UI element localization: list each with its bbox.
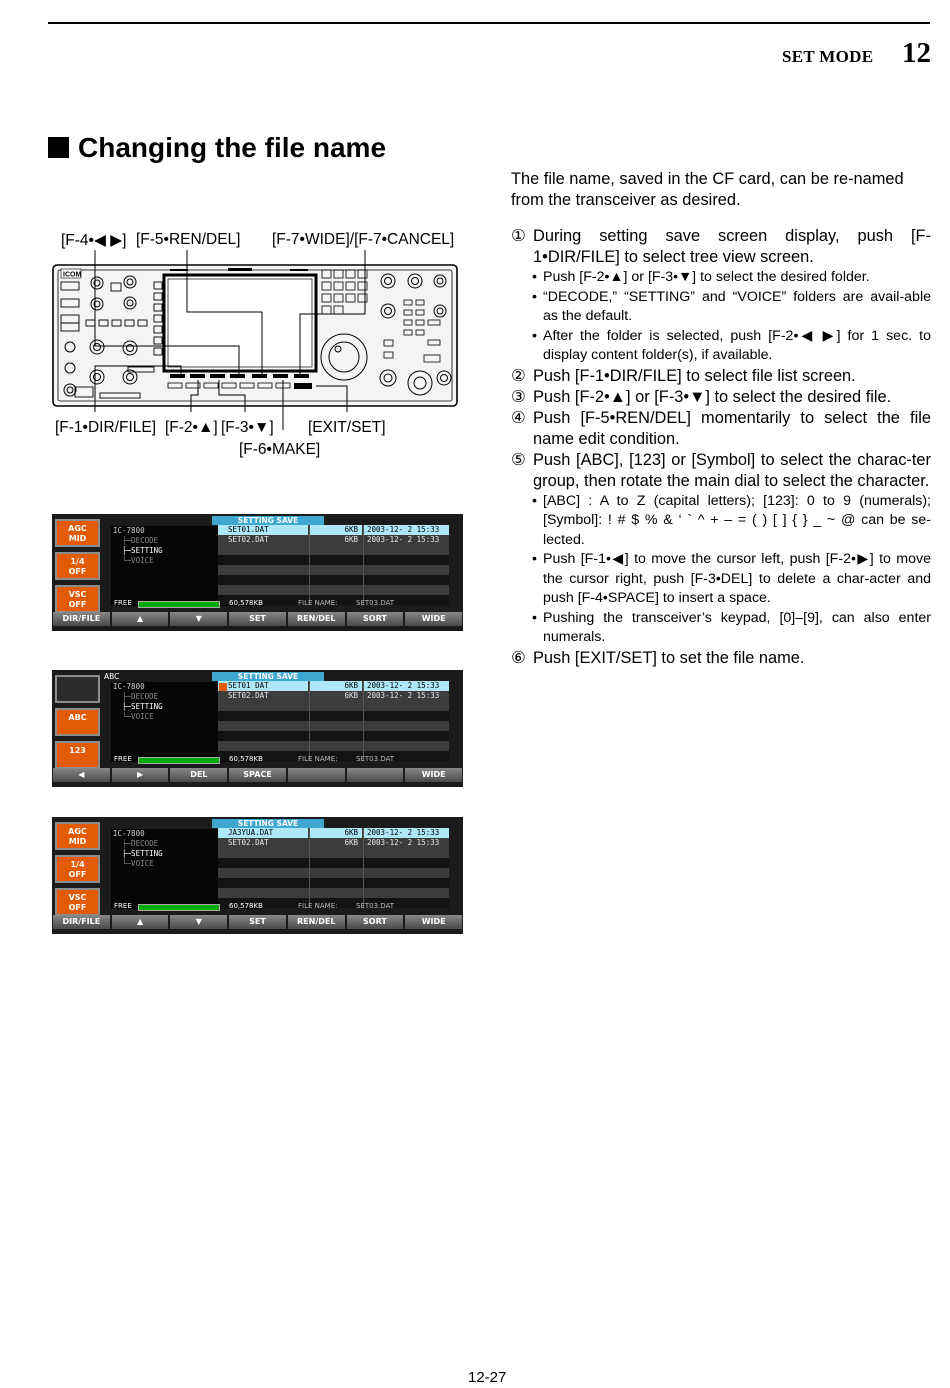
label-f4: [F-4•◀ ▶] <box>61 232 127 249</box>
step-1 <box>511 226 931 268</box>
cursor-icon <box>219 683 227 691</box>
bullet-dot-icon: • <box>532 288 537 305</box>
side-button-label: 1/4 <box>70 557 85 566</box>
chapter-number: 12 <box>902 37 931 69</box>
intro-paragraph: The file name, saved in the CF card, can be re-named from the transceiver as desired. <box>511 170 904 209</box>
file-row[interactable] <box>218 878 449 888</box>
function-key-3[interactable]: DEL <box>170 768 227 782</box>
bullet-text: [ABC] : A to Z (capital letters); [123]: 0 to 9 (numerals); [Symbol]: ! # $ % & ‘ ` ^ + – = ( ) [ ] { } _ ~ @ can be se-lected. <box>543 492 931 548</box>
file-date-cell: 2003-12- 2 15:33 <box>364 525 449 535</box>
function-key-3[interactable]: ▼ <box>170 915 227 929</box>
step-bullet <box>511 327 931 366</box>
step-text: Push [F-5•REN/DEL] momentarily to select the file name edit condition. <box>533 408 931 448</box>
step-6 <box>511 648 931 669</box>
free-label: FREE <box>114 599 132 607</box>
side-button-value: OFF <box>68 870 87 879</box>
function-key-1[interactable]: DIR/FILE <box>53 915 110 929</box>
label-exit-set: [EXIT/SET] <box>308 419 386 436</box>
file-list <box>218 525 449 605</box>
file-size-cell: 6KB <box>310 525 362 535</box>
setting-save-screen <box>52 817 463 934</box>
step-bullet <box>511 550 931 609</box>
side-button-label: 123 <box>69 746 86 755</box>
file-row[interactable] <box>218 575 449 585</box>
function-key-4[interactable]: SPACE <box>229 768 286 782</box>
icom-logo: ICOM <box>63 271 82 279</box>
side-button[interactable] <box>55 675 100 703</box>
tree-item[interactable]: └─VOICE <box>113 859 154 868</box>
file-name-label: FILE NAME: <box>298 599 338 607</box>
file-row[interactable] <box>218 545 449 555</box>
file-name-cell: SET01 DAT <box>218 681 308 691</box>
file-list <box>218 681 449 761</box>
bullet-dot-icon: • <box>532 269 537 285</box>
function-key-5[interactable] <box>288 768 345 782</box>
side-button[interactable] <box>55 888 100 916</box>
free-space-bar <box>111 902 451 911</box>
file-size-cell: 6KB <box>344 535 358 544</box>
file-name-label: FILE NAME: <box>298 755 338 763</box>
step-number: ⑥ <box>511 648 526 667</box>
step-number: ⑤ <box>511 450 526 469</box>
setting-save-screen <box>52 514 463 631</box>
transceiver-front-panel <box>0 0 470 470</box>
page-number: 12-27 <box>468 1369 507 1386</box>
function-key-2[interactable]: ▶ <box>112 768 169 782</box>
bullet-text: After the folder is selected, push [F-2•◀ ▶] for 1 sec. to display content folder(s), if available. <box>543 327 931 363</box>
tree-item[interactable]: ├─DECODE <box>113 536 159 545</box>
file-name-cell: JA3YUA.DAT <box>218 828 308 838</box>
side-button-value: OFF <box>68 600 87 609</box>
tree-item[interactable]: IC-7800 <box>113 526 145 535</box>
page-title-text: Changing the file name <box>78 132 387 163</box>
file-row[interactable] <box>218 525 449 535</box>
file-row[interactable] <box>218 858 449 868</box>
file-name-cell: SET01.DAT <box>218 525 308 535</box>
file-row[interactable] <box>218 701 449 711</box>
file-row[interactable] <box>218 711 449 721</box>
step-bullet <box>511 288 931 327</box>
function-key-1[interactable]: ◀ <box>53 768 110 782</box>
side-button-label: VSC <box>68 893 87 902</box>
bullet-text: “DECODE,” “SETTING” and “VOICE” folders are avail-able as the default. <box>543 288 931 324</box>
file-date-cell: 2003-12- 2 15:33 <box>367 535 440 544</box>
file-row[interactable] <box>218 868 449 878</box>
label-f6: [F-6•MAKE] <box>239 441 321 458</box>
file-row[interactable] <box>218 848 449 858</box>
step-bullet <box>511 492 931 551</box>
step-text: Push [F-1•DIR/FILE] to select file list screen. <box>533 366 856 385</box>
label-f5: [F-5•REN/DEL] <box>136 231 241 248</box>
column-divider <box>363 681 364 761</box>
step-number: ④ <box>511 408 526 427</box>
tree-item[interactable]: ├─SETTING <box>113 546 163 555</box>
label-f1: [F-1•DIR/FILE] <box>55 419 157 436</box>
column-divider <box>363 828 364 908</box>
free-space-gauge <box>138 757 220 764</box>
label-f7: [F-7•WIDE]/[F-7•CANCEL] <box>272 231 455 248</box>
side-button-label: AGC <box>68 524 87 533</box>
side-button-label: VSC <box>68 590 87 599</box>
step-4 <box>511 408 931 450</box>
free-value: 60,578KB <box>229 755 263 763</box>
tree-item[interactable]: IC-7800 <box>113 829 145 838</box>
setting-save-screen <box>52 670 463 787</box>
file-row[interactable] <box>218 681 449 691</box>
function-key-bar <box>52 612 463 626</box>
file-row[interactable] <box>218 691 449 701</box>
file-list <box>218 828 449 908</box>
function-key-7[interactable]: WIDE <box>405 915 462 929</box>
char-group-indicator: ABC <box>104 672 120 681</box>
function-key-6[interactable]: SORT <box>347 612 404 626</box>
file-row[interactable] <box>218 555 449 565</box>
side-button[interactable] <box>55 822 100 850</box>
file-date-cell: 2003-12- 2 15:33 <box>367 838 440 847</box>
tree-item[interactable]: ├─DECODE <box>113 839 159 848</box>
bullet-text: Push [F-2•▲] or [F-3•▼] to select the desired folder. <box>543 269 870 285</box>
step-number: ③ <box>511 387 526 406</box>
column-divider <box>309 828 310 908</box>
function-key-1[interactable]: DIR/FILE <box>53 612 110 626</box>
screen-banner: SETTING SAVE <box>212 672 324 681</box>
bullet-text: Push [F-1•◀] to move the cursor left, push [F-2•▶] to move the cursor right, push [F-3•DEL] to delete a char-acter and push [F-4•SPACE] to insert a space. <box>543 551 931 606</box>
bullet-dot-icon: • <box>532 551 537 567</box>
bullet-dot-icon: • <box>532 327 537 344</box>
function-key-4[interactable]: SET <box>229 612 286 626</box>
file-name-label: FILE NAME: <box>298 902 338 910</box>
column-divider <box>309 681 310 761</box>
file-size-cell: 6KB <box>344 838 358 847</box>
step-2 <box>511 366 931 387</box>
free-value: 60,578KB <box>229 902 263 910</box>
side-buttons <box>55 820 105 913</box>
side-buttons <box>55 673 105 766</box>
file-row[interactable] <box>218 585 449 595</box>
label-f2: [F-2•▲] <box>165 419 218 436</box>
step-bullet <box>511 268 931 288</box>
free-value: 60,578KB <box>229 599 263 607</box>
file-row[interactable] <box>218 838 449 848</box>
file-row[interactable] <box>218 565 449 575</box>
file-size-cell: 6KB <box>310 681 362 691</box>
file-date-cell: 2003-12- 2 15:33 <box>364 681 449 691</box>
side-button[interactable] <box>55 585 100 613</box>
bullet-dot-icon: • <box>532 609 537 626</box>
function-key-6[interactable]: SORT <box>347 915 404 929</box>
function-key-3[interactable]: ▼ <box>170 612 227 626</box>
step-text: During setting save screen display, push [F-1•DIR/FILE] to select tree view screen. <box>533 227 931 266</box>
file-name-value: SET03.DAT <box>356 902 395 910</box>
free-label: FREE <box>114 755 132 763</box>
screen-banner: SETTING SAVE <box>212 819 324 828</box>
bullet-dot-icon: • <box>532 492 537 509</box>
side-button-label: ABC <box>68 713 87 722</box>
file-row[interactable] <box>218 888 449 898</box>
function-key-bar <box>52 768 463 782</box>
tree-item[interactable]: └─VOICE <box>113 556 154 565</box>
instruction-steps <box>511 226 931 669</box>
side-button[interactable] <box>55 708 100 736</box>
file-date-cell: 2003-12- 2 15:33 <box>367 691 440 700</box>
tree-item[interactable]: └─VOICE <box>113 712 154 721</box>
function-key-5[interactable]: REN/DEL <box>288 612 345 626</box>
step-3 <box>511 387 931 408</box>
step-text: Push [F-2•▲] or [F-3•▼] to select the desired file. <box>533 387 892 406</box>
tree-item[interactable]: ├─DECODE <box>113 692 159 701</box>
step-text: Push [EXIT/SET] to set the file name. <box>533 648 805 667</box>
tree-item[interactable]: ├─SETTING <box>113 702 163 711</box>
side-button-label: AGC <box>68 827 87 836</box>
free-space-bar <box>111 599 451 608</box>
file-row[interactable] <box>218 828 449 838</box>
file-row[interactable] <box>218 731 449 741</box>
side-button[interactable] <box>55 855 100 883</box>
step-number: ② <box>511 366 526 385</box>
step-number: ① <box>511 227 526 245</box>
column-divider <box>363 525 364 605</box>
step-5 <box>511 450 931 492</box>
side-button-value: MID <box>68 534 87 543</box>
file-row[interactable] <box>218 535 449 545</box>
side-button[interactable] <box>55 552 100 580</box>
free-space-gauge <box>138 904 220 911</box>
label-f3: [F-3•▼] <box>221 419 274 436</box>
file-row[interactable] <box>218 741 449 751</box>
file-row[interactable] <box>218 721 449 731</box>
file-name-cell: SET02.DAT <box>228 691 269 700</box>
step-text: Push [ABC], [123] or [Symbol] to select the charac-ter group, then rotate the main dial to select the character. <box>533 450 931 490</box>
bullet-text: Pushing the transceiver’s keypad, [0]–[9], can also enter numerals. <box>543 609 931 645</box>
function-key-7[interactable]: WIDE <box>405 612 462 626</box>
file-name-cell: SET02.DAT <box>228 535 269 544</box>
function-key-2[interactable]: ▲ <box>112 915 169 929</box>
free-label: FREE <box>114 902 132 910</box>
side-button-value: OFF <box>68 903 87 912</box>
function-key-4[interactable]: SET <box>229 915 286 929</box>
function-key-5[interactable]: REN/DEL <box>288 915 345 929</box>
file-size-cell: 6KB <box>310 828 362 838</box>
section-name: SET MODE <box>782 47 874 66</box>
file-date-cell: 2003-12- 2 15:33 <box>364 828 449 838</box>
side-button[interactable] <box>55 741 100 769</box>
free-space-bar <box>111 755 451 764</box>
screen-banner: SETTING SAVE <box>212 516 324 525</box>
step-bullet <box>511 609 931 648</box>
column-divider <box>309 525 310 605</box>
side-button-value: MID <box>68 837 87 846</box>
side-buttons <box>55 517 105 610</box>
function-key-7[interactable]: WIDE <box>405 768 462 782</box>
side-button-label: 1/4 <box>70 860 85 869</box>
function-key-6[interactable] <box>347 768 404 782</box>
file-name-value: SET03.DAT <box>356 755 395 763</box>
file-name-cell: SET02.DAT <box>228 838 269 847</box>
function-key-bar <box>52 915 463 929</box>
free-space-gauge <box>138 601 220 608</box>
side-button-value: OFF <box>68 567 87 576</box>
file-name-value: SET03.DAT <box>356 599 395 607</box>
file-size-cell: 6KB <box>344 691 358 700</box>
function-key-2[interactable]: ▲ <box>112 612 169 626</box>
side-button[interactable] <box>55 519 100 547</box>
tree-item[interactable]: ├─SETTING <box>113 849 163 858</box>
tree-item[interactable]: IC-7800 <box>113 682 145 691</box>
